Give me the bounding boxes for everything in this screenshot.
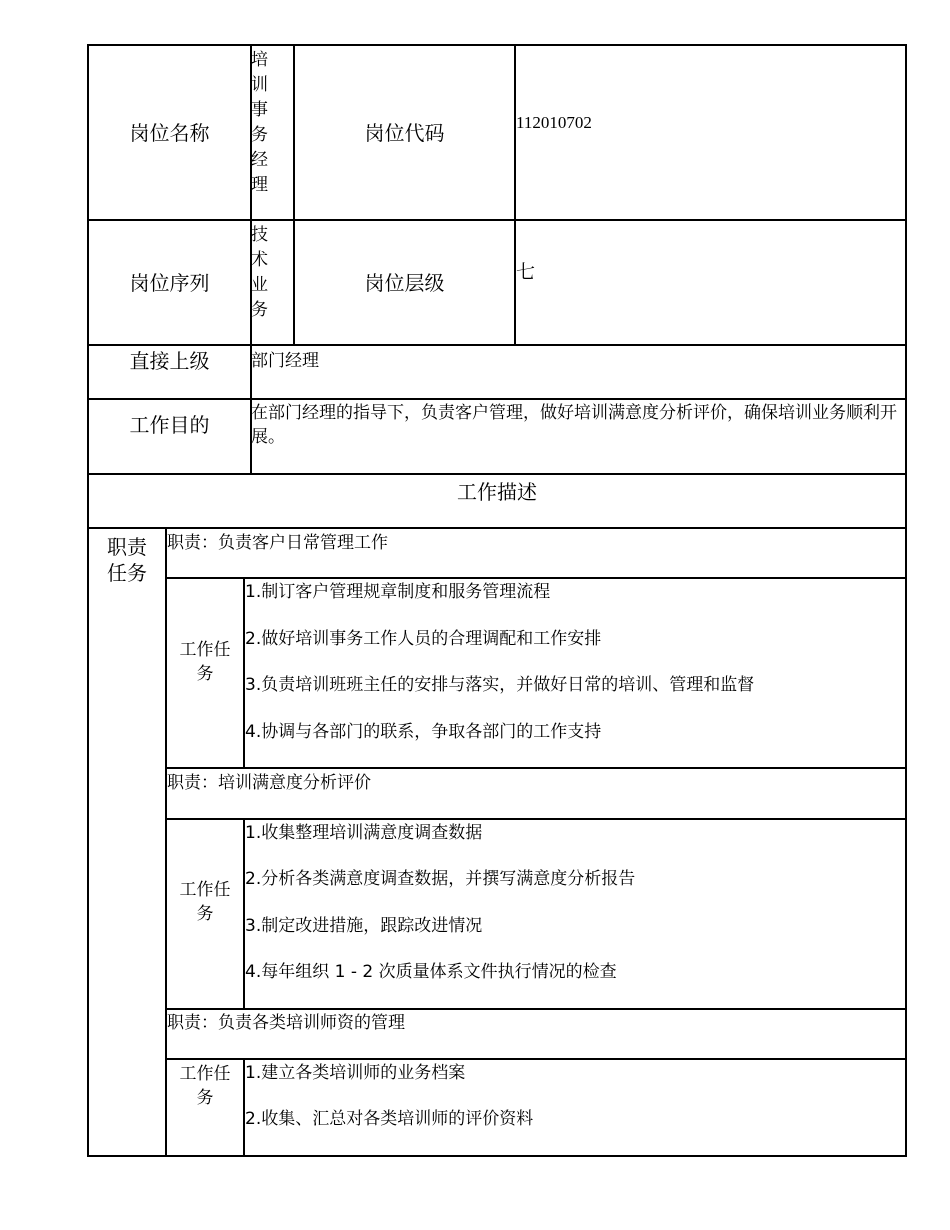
task-1-3: 3.负责培训班班主任的安排与落实，并做好日常的培训、管理和监督 <box>245 675 755 695</box>
level-value: 七 <box>516 261 536 283</box>
sequence-value: 技术业务 <box>251 225 268 320</box>
duty-2: 职责：培训满意度分析评价 <box>167 773 371 793</box>
position-name-value: 培训事务经理 <box>251 50 268 195</box>
task-3-2: 2.收集、汇总对各类培训师的评价资料 <box>245 1109 534 1129</box>
task-label-1: 工作任务 <box>179 640 231 684</box>
superior-value: 部门经理 <box>251 351 319 371</box>
task-1-4: 4.协调与各部门的联系，争取各部门的工作支持 <box>245 722 602 742</box>
task-1-2: 2.做好培训事务工作人员的合理调配和工作安排 <box>245 629 602 649</box>
position-code-value: 112010702 <box>516 113 592 132</box>
task-label-3: 工作任务 <box>179 1064 231 1108</box>
position-code-label: 岗位代码 <box>364 120 445 145</box>
task-2-1: 1.收集整理培训满意度调查数据 <box>245 823 483 843</box>
task-3-1: 1.建立各类培训师的业务档案 <box>245 1063 466 1083</box>
purpose-label: 工作目的 <box>129 413 210 437</box>
sequence-label: 岗位序列 <box>129 270 210 295</box>
superior-label: 直接上级 <box>129 349 210 373</box>
level-label: 岗位层级 <box>364 270 445 295</box>
duty-1: 职责：负责客户日常管理工作 <box>167 533 388 553</box>
work-description-title: 工作描述 <box>457 480 537 504</box>
task-2-3: 3.制定改进措施，跟踪改进情况 <box>245 916 483 936</box>
duties-label: 职责任务 <box>107 535 147 585</box>
position-name-label: 岗位名称 <box>129 120 210 145</box>
purpose-value: 在部门经理的指导下，负责客户管理，做好培训满意度分析评价，确保培训业务顺利开展。 <box>251 403 897 447</box>
task-2-2: 2.分析各类满意度调查数据，并撰写满意度分析报告 <box>245 869 636 889</box>
task-1-1: 1.制订客户管理规章制度和服务管理流程 <box>245 582 551 602</box>
task-2-4: 4.每年组织 1 - 2 次质量体系文件执行情况的检查 <box>245 962 617 982</box>
task-label-2: 工作任务 <box>179 880 231 924</box>
duty-3: 职责：负责各类培训师资的管理 <box>167 1013 405 1033</box>
